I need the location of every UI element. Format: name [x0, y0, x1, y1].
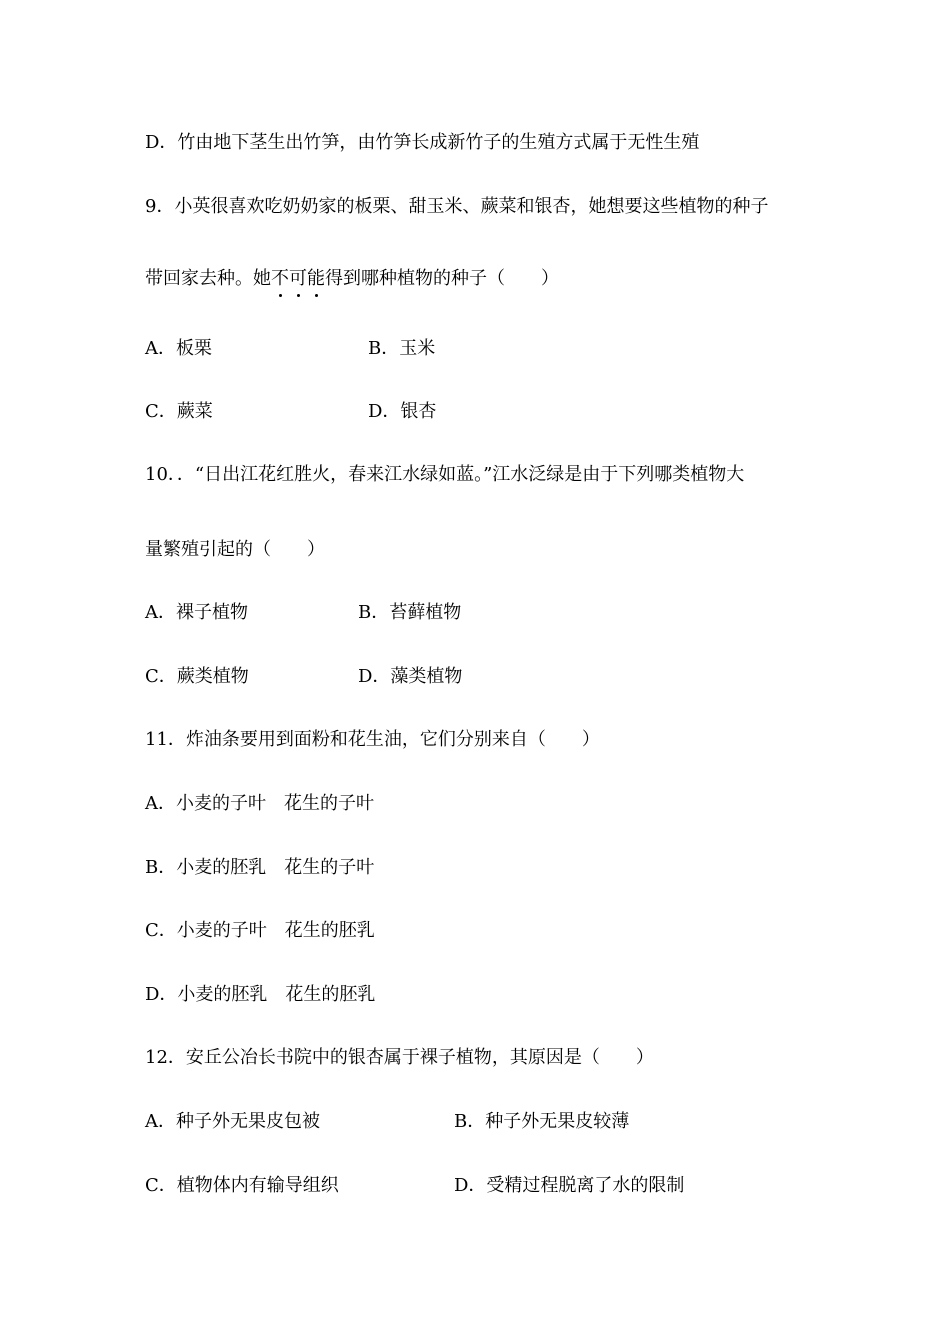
q10-option-b: B．苔藓植物	[358, 602, 462, 623]
q10-stem-line2: 量繁殖引起的（ ）	[145, 539, 325, 560]
q12-option-c: C．植物体内有输导组织	[145, 1175, 339, 1196]
q11-option-c: C．小麦的子叶 花生的胚乳	[145, 920, 375, 941]
q10-option-a: A．裸子植物	[145, 602, 248, 623]
q10-stem-line1: 10．．“日出江花红胜火，春来江水绿如蓝。”江水泛绿是由于下列哪类植物大	[145, 464, 745, 485]
q11-option-b: B．小麦的胚乳 花生的子叶	[145, 857, 375, 878]
emphasis-dot	[297, 294, 300, 297]
q11-option-d: D．小麦的胚乳 花生的胚乳	[145, 984, 376, 1005]
q8-option-d: D．竹由地下茎生出竹笋，由竹笋长成新竹子的生殖方式属于无性生殖	[145, 132, 700, 153]
emphasis-char: 能	[307, 268, 325, 289]
q12-option-b: B．种子外无果皮较薄	[454, 1111, 630, 1132]
q12-option-a: A．种子外无果皮包被	[145, 1111, 320, 1132]
emphasis-char: 不	[271, 268, 289, 289]
emphasis-char: 可	[289, 268, 307, 289]
q9-option-d: D．银杏	[368, 401, 437, 422]
q12-stem: 12．安丘公冶长书院中的银杏属于裸子植物，其原因是（ ）	[145, 1047, 654, 1068]
q9-option-a: A．板栗	[145, 338, 212, 359]
q11-stem: 11．炸油条要用到面粉和花生油，它们分别来自（ ）	[145, 729, 600, 750]
q9-stem-line2	[145, 267, 559, 291]
q11-option-a: A．小麦的子叶 花生的子叶	[145, 793, 374, 814]
q10-option-d: D．藻类植物	[358, 666, 463, 687]
q9-option-b: B．玉米	[368, 338, 436, 359]
q10-option-c: C．蕨类植物	[145, 666, 249, 687]
q9-stem-line2-after: 得到哪种植物的种子（ ）	[325, 268, 559, 289]
q9-stem-line1: 9．小英很喜欢吃奶奶家的板栗、甜玉米、蕨菜和银杏，她想要这些植物的种子	[145, 196, 769, 217]
q12-option-d: D．受精过程脱离了水的限制	[454, 1175, 685, 1196]
emphasis-dot	[315, 294, 318, 297]
q9-option-c: C．蕨菜	[145, 401, 213, 422]
emphasis-dot	[279, 294, 282, 297]
q9-stem-line2-before: 带回家去种。她	[145, 268, 271, 289]
